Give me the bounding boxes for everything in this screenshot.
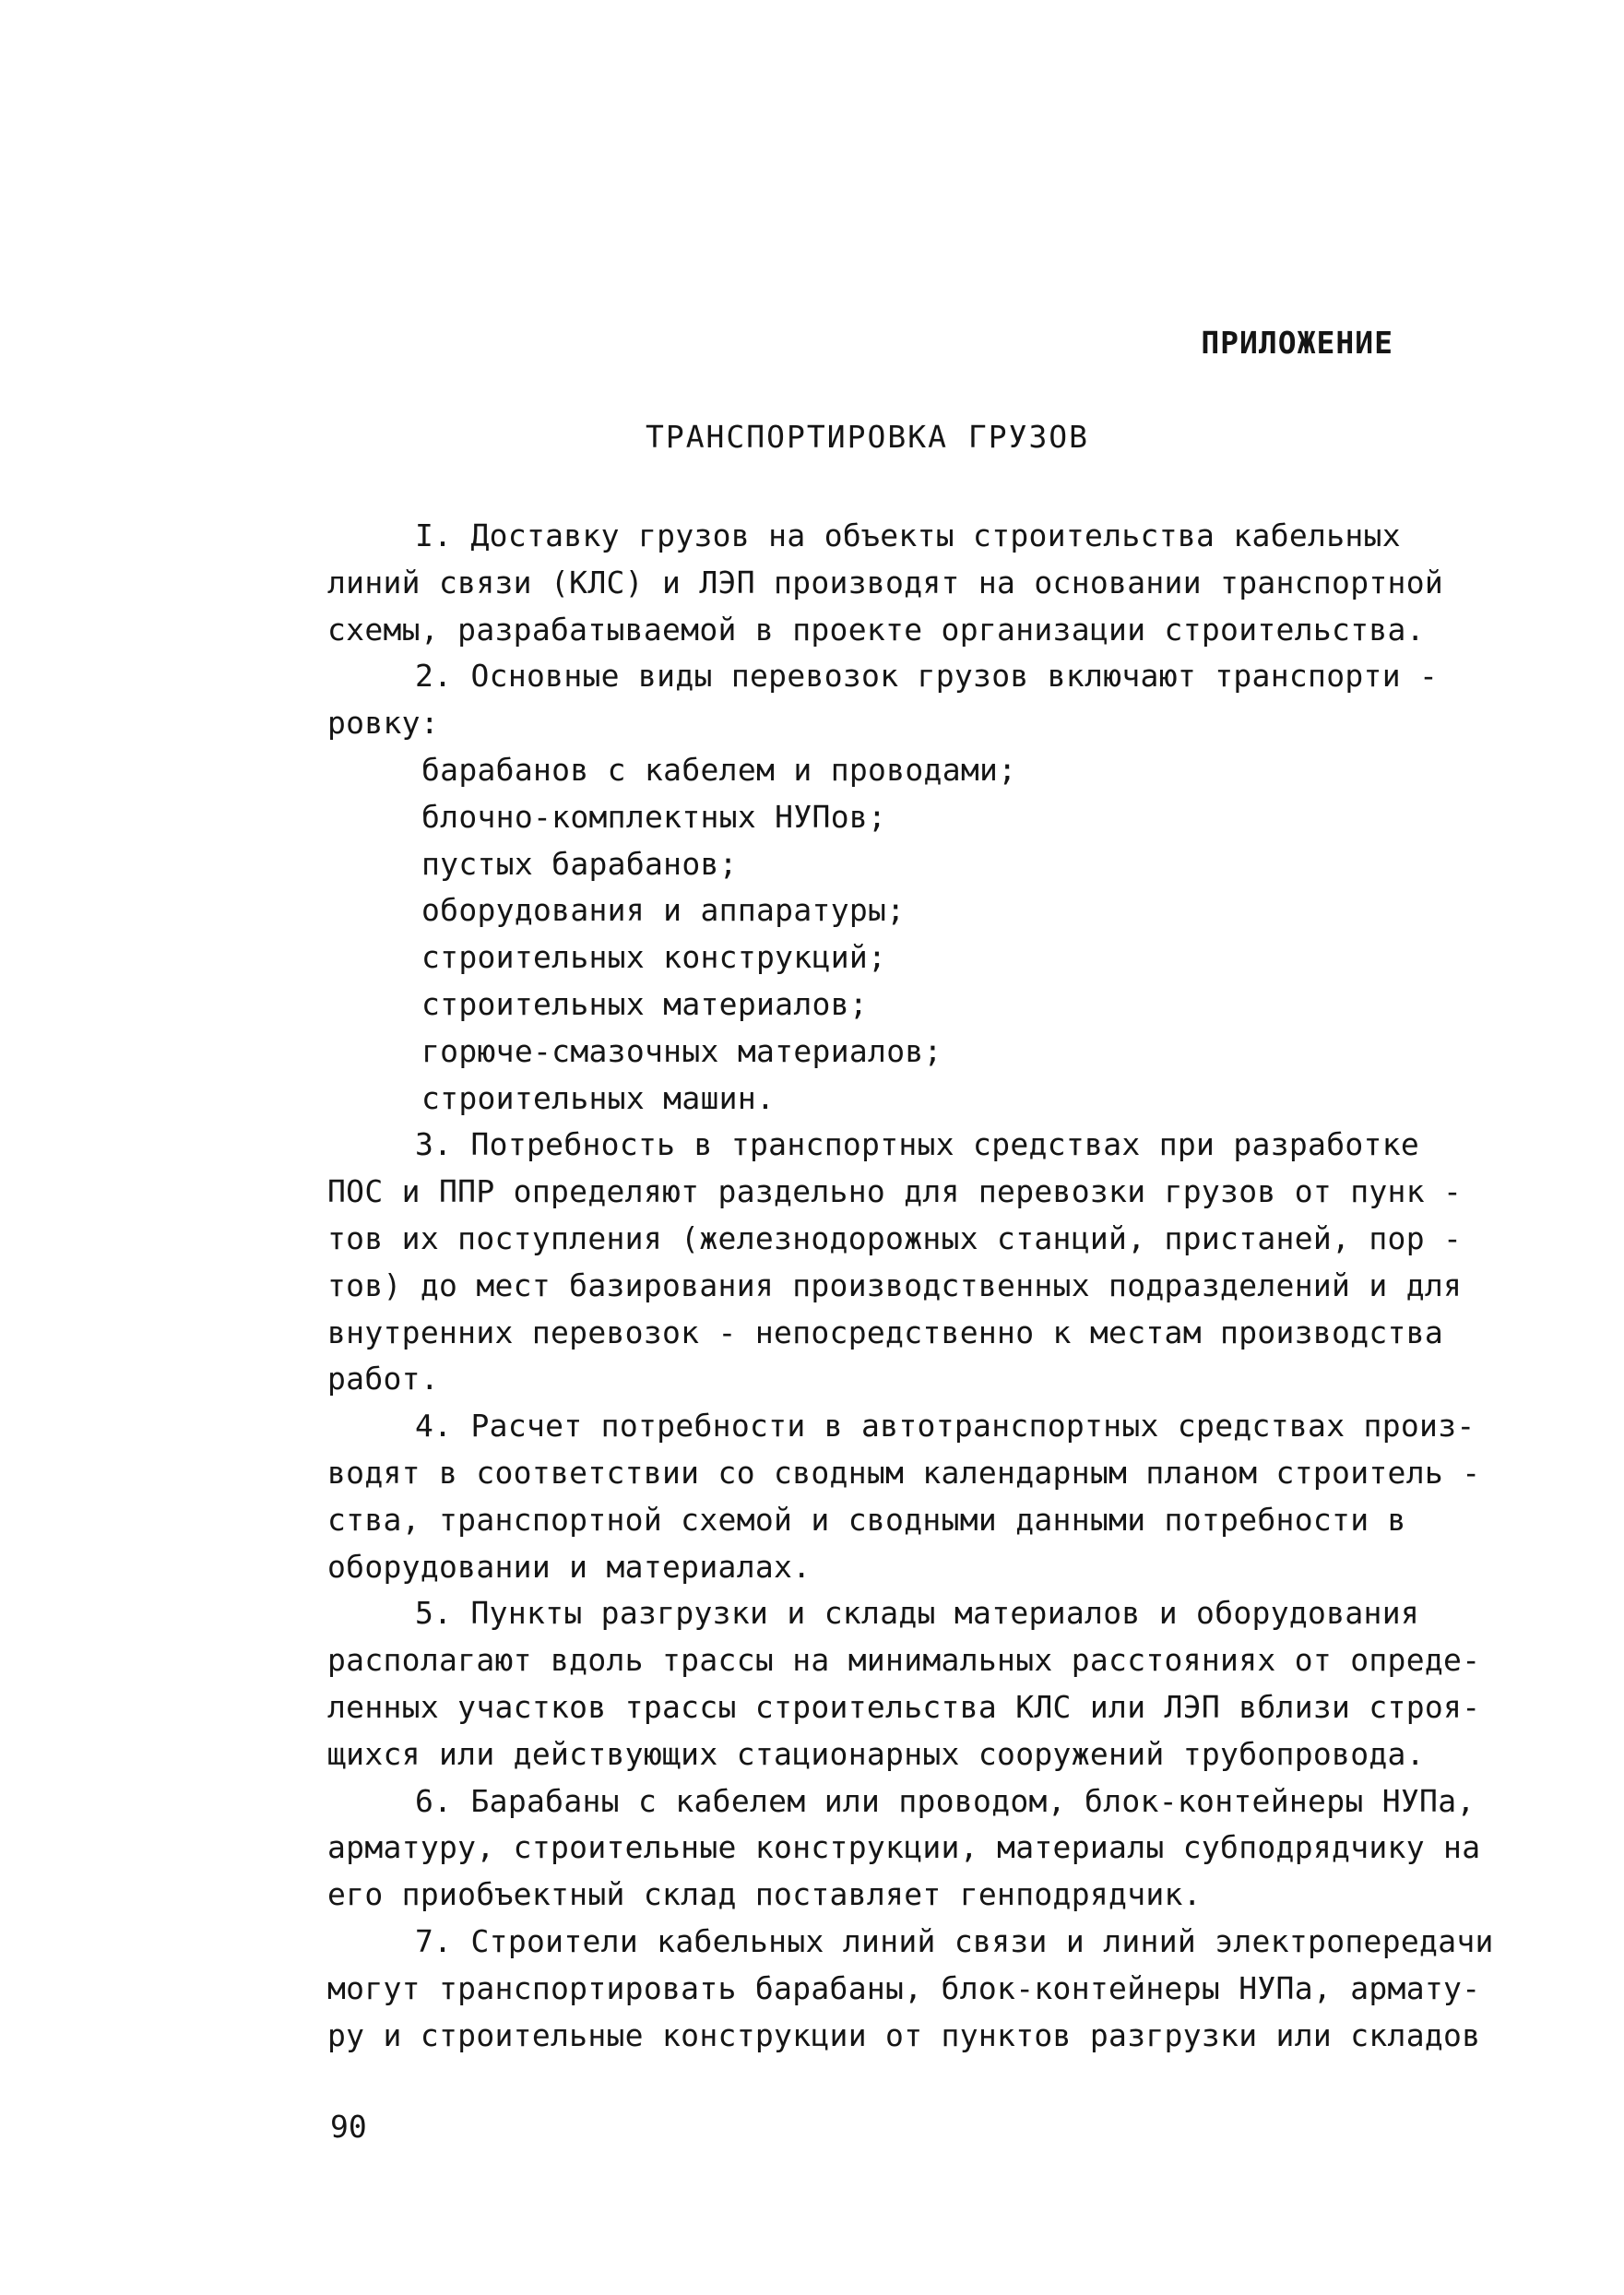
text-line: его приобъектный склад поставляет генподрядчик. <box>327 1876 1202 1913</box>
text-line: линий связи (КЛС) и ЛЭП производят на основании транспортной <box>327 564 1444 601</box>
text-line: схемы, разрабатываемой в проекте организации строительства. <box>327 611 1425 648</box>
text-line: располагают вдоль трассы на минимальных расстояниях от опреде- <box>327 1642 1481 1679</box>
body-text <box>327 513 1535 2059</box>
text-line: 3. Потребность в транспортных средствах при разработке <box>415 1126 1420 1163</box>
text-line: работ. <box>327 1361 440 1397</box>
list-item: барабанов с кабелем и проводами; <box>421 751 1017 788</box>
text-line: ровку: <box>327 705 440 742</box>
list-item: строительных конструкций; <box>421 939 887 976</box>
appendix-label: ПРИЛОЖЕНИЕ <box>1201 325 1393 361</box>
text-line: тов их поступления (железнодорожных станций, пристаней, пор - <box>327 1219 1463 1256</box>
list-item: оборудования и аппаратуры; <box>421 892 906 929</box>
page-title: ТРАНСПОРТИРОВКА ГРУЗОВ <box>645 419 1090 455</box>
text-line: водят в соответствии со сводным календарным планом строитель - <box>327 1454 1481 1491</box>
list-item: горюче-смазочных материалов; <box>421 1032 942 1069</box>
page-number: 90 <box>330 2109 367 2145</box>
list-item: пустых барабанов; <box>421 845 738 882</box>
text-line: 5. Пункты разгрузки и склады материалов и оборудования <box>415 1595 1420 1632</box>
text-line: ства, транспортной схемой и сводными данными потребности в <box>327 1501 1406 1538</box>
list-item: строительных материалов; <box>421 985 869 1022</box>
text-line: ПОС и ППР определяют раздельно для перевозки грузов от пунк - <box>327 1173 1463 1210</box>
text-line: тов) до мест базирования производственных подразделений и для <box>327 1266 1463 1303</box>
text-line: 2. Основные виды перевозок грузов включают транспорти - <box>415 658 1439 695</box>
text-line: 4. Расчет потребности в автотранспортных средствах произ- <box>415 1408 1476 1445</box>
text-line: 7. Строители кабельных линий связи и линий электропередачи <box>415 1922 1494 1959</box>
list-item: блочно-комплектных НУПов; <box>421 798 887 835</box>
text-line: внутренних перевозок - непосредственно к местам производства <box>327 1314 1444 1350</box>
text-line: I. Доставку грузов на объекты строительства кабельных <box>415 517 1401 553</box>
text-line: оборудовании и материалах. <box>327 1548 812 1585</box>
text-line: арматуру, строительные конструкции, материалы субподрядчику на <box>327 1829 1481 1866</box>
text-line: 6. Барабаны с кабелем или проводом, блок-контейнеры НУПа, <box>415 1782 1476 1819</box>
list-item: строительных машин. <box>421 1079 776 1116</box>
text-line: ру и строительные конструкции от пунктов разгрузки или складов <box>327 2016 1481 2053</box>
text-line: щихся или действующих стационарных сооружений трубопровода. <box>327 1735 1425 1772</box>
text-line: ленных участков трассы строительства КЛС или ЛЭП вблизи строя- <box>327 1688 1481 1725</box>
text-line: могут транспортировать барабаны, блок-контейнеры НУПа, армату- <box>327 1969 1481 2006</box>
